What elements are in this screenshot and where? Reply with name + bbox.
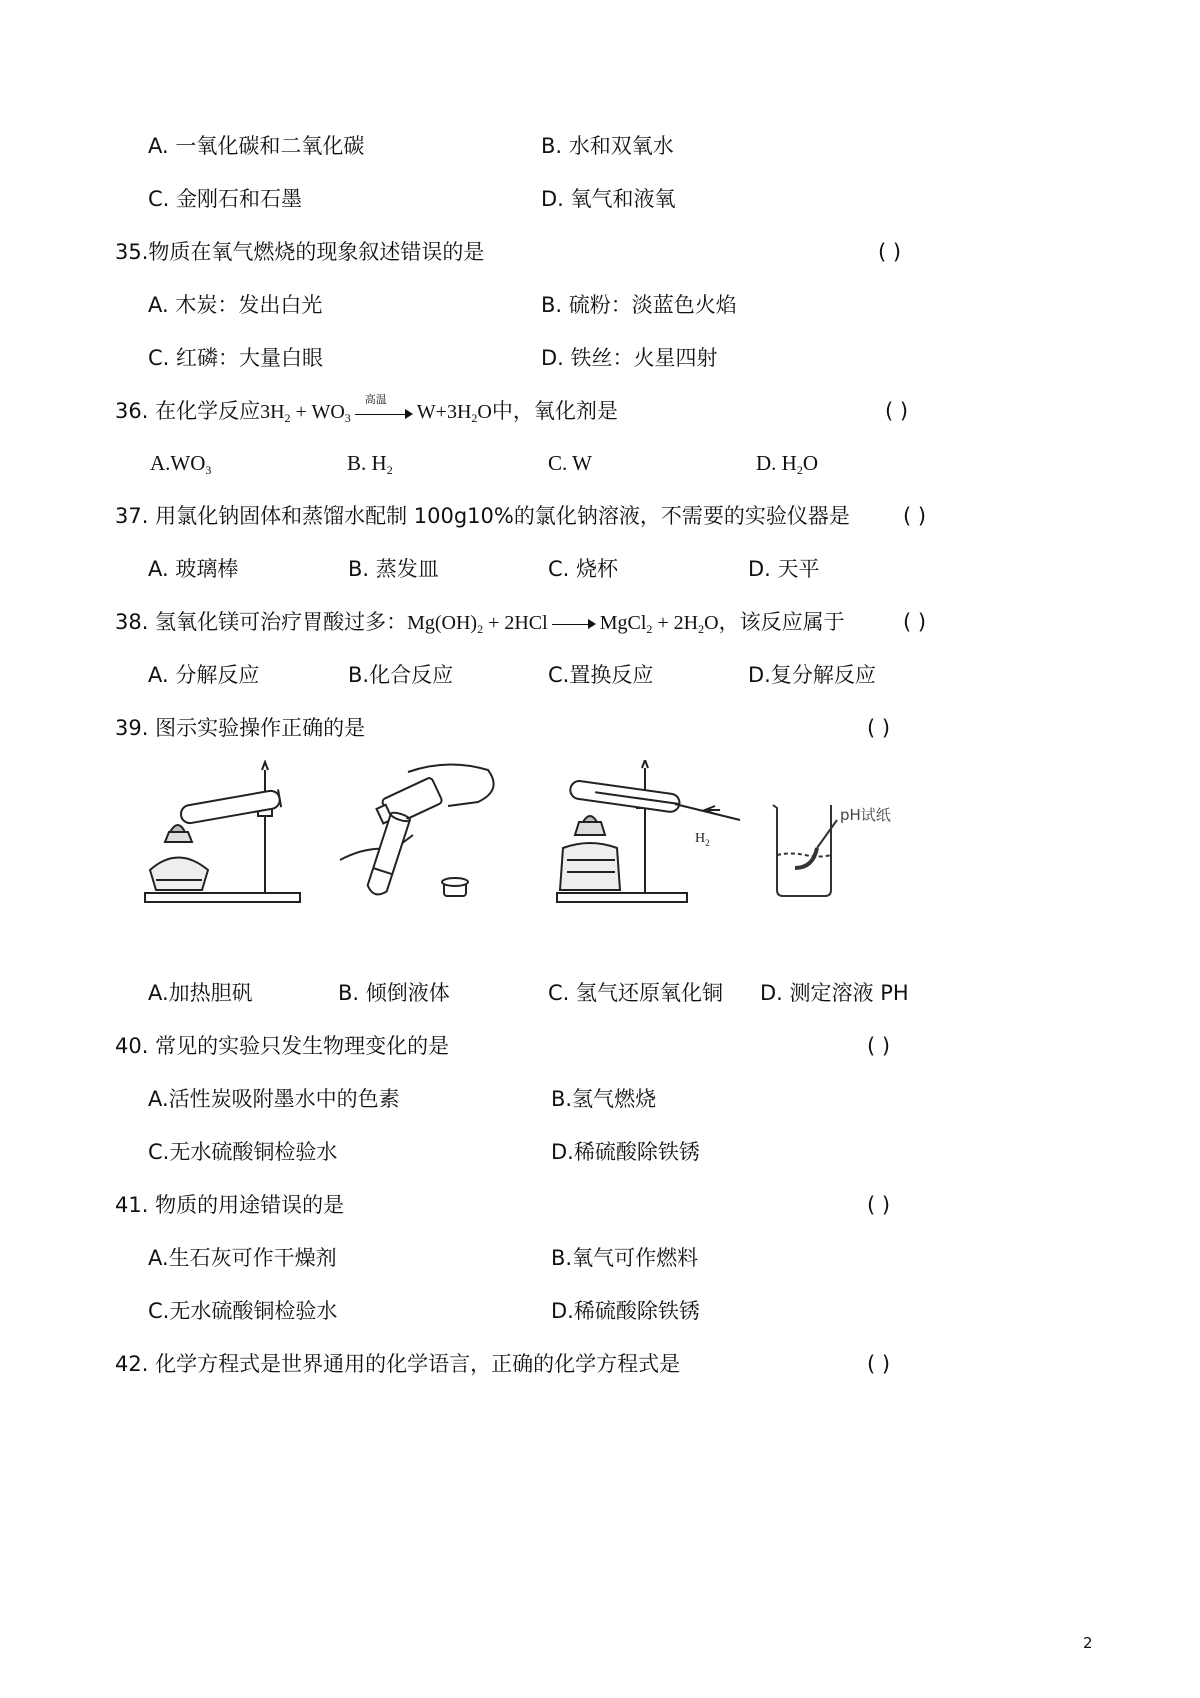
q37-stem: 37. 用氯化钠固体和蒸馏水配制 100g10%的氯化钠溶液，不需要的实验仪器是	[115, 504, 850, 528]
test-tube	[366, 811, 411, 897]
q35-option-b: B. 硫粉：淡蓝色火焰	[541, 293, 737, 317]
q40-answer-paren: ( )	[867, 1034, 891, 1058]
q36-equation	[260, 393, 492, 425]
q39-option-d: D. 测定溶液 PH	[760, 981, 909, 1005]
q38-eq-h2o: + 2H	[652, 612, 699, 634]
q37-option-d: D. 天平	[748, 557, 820, 581]
alcohol-lamp-icon	[560, 843, 620, 890]
q41-stem: 41. 物质的用途错误的是	[115, 1193, 345, 1217]
q35-option-a: A. 木炭：发出白光	[148, 293, 323, 317]
figure-heating-copper-sulfate	[140, 760, 310, 910]
q40-option-b: B.氢气燃烧	[551, 1087, 657, 1111]
q38-option-a: A. 分解反应	[148, 663, 260, 687]
q38-option-d: D.复分解反应	[748, 663, 876, 687]
q38-option-c: C.置换反应	[548, 663, 654, 687]
q42-answer-paren: ( )	[867, 1352, 891, 1376]
q38-equation: $Mg(OH)_2 + 2HCl$ MgCl$_2$ + $2H_2O$	[407, 612, 719, 636]
q38-eq-hcl: + 2HCl	[483, 612, 548, 634]
q35-option-d: D. 铁丝：火星四射	[541, 346, 718, 370]
q41-option-a: A.生石灰可作干燥剂	[148, 1246, 337, 1270]
q40-option-d: D.稀硫酸除铁锈	[551, 1140, 700, 1164]
q41-option-d: D.稀硫酸除铁锈	[551, 1299, 700, 1323]
ph-paper-strip	[795, 848, 817, 868]
q36-eq-h2: 3H	[260, 401, 285, 423]
q37-option-a: A. 玻璃棒	[148, 557, 239, 581]
stand-base	[557, 893, 687, 902]
q36-stem-suffix: 中，氧化剂是	[491, 399, 618, 423]
q36-stem-prefix: 36. 在化学反应	[115, 399, 261, 423]
q38-stem-prefix: 38. 氢氧化镁可治疗胃酸过多：	[115, 610, 408, 634]
q38-eq-mgoh2: Mg(OH)	[407, 612, 478, 634]
q36-option-b: B. $H_2$	[347, 451, 393, 477]
q36-option-c: C. W	[548, 451, 592, 475]
beaker-icon	[773, 805, 831, 896]
q36-eq-sub: 2	[284, 411, 291, 425]
q35-option-c: C. 红磷：大量白眼	[148, 346, 324, 370]
alcohol-lamp-top	[165, 832, 192, 842]
figure-hydrogen-reduction	[555, 760, 755, 910]
q38-option-b: B.化合反应	[348, 663, 454, 687]
q39-option-b: B. 倾倒液体	[338, 981, 450, 1005]
q38-stem	[115, 610, 845, 636]
q36-option-a: $A.WO_3$	[150, 451, 212, 477]
q36-eq-wo3: + WO	[290, 401, 345, 423]
q38-stem-suffix: ，该反应属于	[718, 610, 845, 634]
figure-pouring-liquid	[338, 760, 513, 910]
q41-answer-paren: ( )	[867, 1193, 891, 1217]
q39-option-a: A.加热胆矾	[148, 981, 253, 1005]
q35-stem: 35.物质在氧气燃烧的现象叙述错误的是	[115, 240, 485, 264]
reaction-arrow-icon	[355, 393, 413, 420]
page-number: 2	[1083, 1634, 1093, 1652]
stand-base	[145, 893, 300, 902]
q35-answer-paren: ( )	[878, 240, 902, 264]
q41-option-c: C.无水硫酸铜检验水	[148, 1299, 338, 1323]
q36-eq-o: O	[477, 401, 492, 423]
q40-option-c: C.无水硫酸铜检验水	[148, 1140, 338, 1164]
q34-option-c: C. 金刚石和石墨	[148, 187, 303, 211]
test-tube	[569, 780, 680, 813]
alcohol-lamp-icon	[150, 858, 208, 891]
arrow-condition-label: 高温	[364, 393, 387, 407]
q36-stem	[115, 393, 618, 425]
q36-answer-paren: ( )	[885, 399, 909, 423]
q34-option-d: D. 氧气和液氧	[541, 187, 676, 211]
figure-ph-test	[765, 760, 915, 910]
q41-option-b: B.氧气可作燃料	[551, 1246, 699, 1270]
flame-icon	[170, 825, 185, 832]
q39-stem: 39. 图示实验操作正确的是	[115, 716, 366, 740]
q40-option-a: A.活性炭吸附墨水中的色素	[148, 1087, 400, 1111]
q37-answer-paren: ( )	[903, 504, 927, 528]
q36-eq-products: W+3H	[416, 401, 472, 423]
q42-stem: 42. 化学方程式是世界通用的化学语言，正确的化学方程式是	[115, 1352, 681, 1376]
q36-eq-sub: 3	[344, 411, 351, 425]
q39-option-c: C. 氢气还原氧化铜	[548, 981, 724, 1005]
figure-label-ph-paper: pH试纸	[840, 806, 891, 824]
q37-option-b: B. 蒸发皿	[348, 557, 439, 581]
q39-answer-paren: ( )	[867, 716, 891, 740]
q34-option-a: A. 一氧化碳和二氧化碳	[148, 134, 365, 158]
q36-option-d: D. $H_2O$	[756, 451, 819, 477]
q34-option-b: B. 水和双氧水	[541, 134, 674, 158]
q38-answer-paren: ( )	[903, 610, 927, 634]
q37-option-c: C. 烧杯	[548, 557, 619, 581]
figure-label-h2: $H_2$	[695, 831, 710, 848]
q38-eq-mgcl2: MgCl	[599, 612, 647, 634]
q36-eq-sub: 2	[471, 411, 478, 425]
reaction-arrow-icon	[552, 619, 596, 629]
q40-stem: 40. 常见的实验只发生物理变化的是	[115, 1034, 450, 1058]
